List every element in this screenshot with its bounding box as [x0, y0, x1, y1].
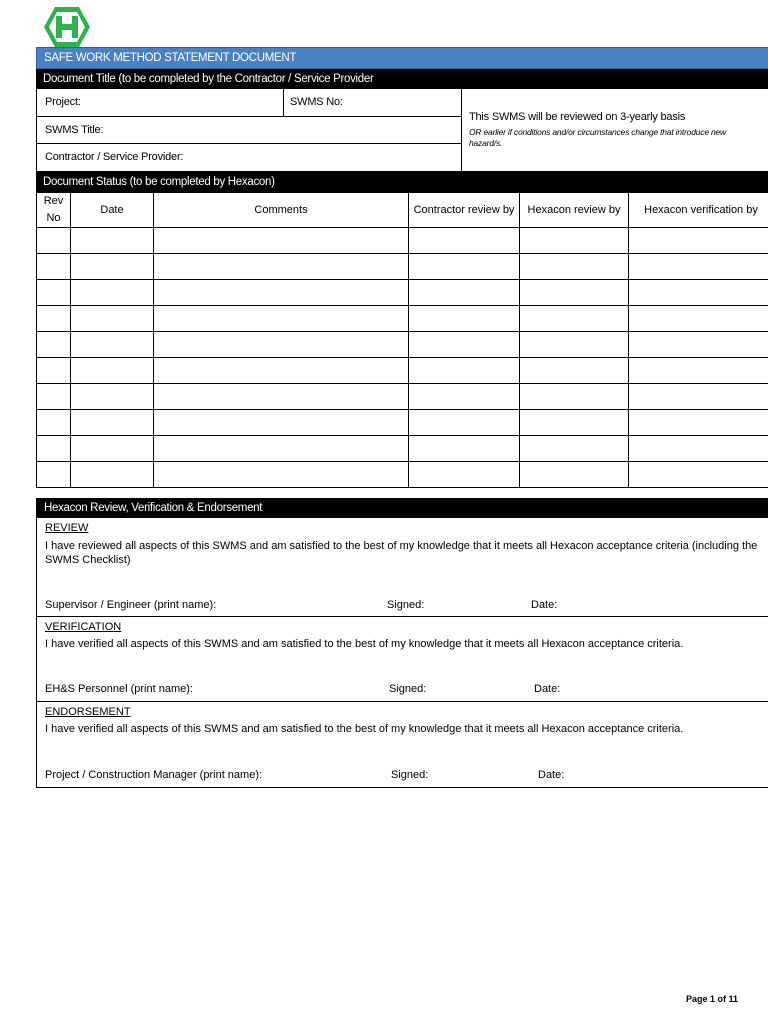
verification-text: I have verified all aspects of this SWMS and am satisfied to the best of my knowledge that it meets all Hexacon acceptance criteria. [45, 638, 684, 650]
table-cell[interactable] [37, 410, 71, 436]
hexacon-logo-icon [43, 6, 91, 48]
endorsement-heading: ENDORSEMENT [45, 706, 131, 718]
verification-heading: VERIFICATION [45, 621, 122, 633]
review-heading: REVIEW [45, 522, 89, 534]
verification-date-label: Date: [534, 683, 561, 695]
table-cell[interactable] [409, 358, 520, 384]
table-cell[interactable] [154, 280, 409, 306]
col-comments: Comments [154, 193, 409, 228]
table-cell[interactable] [629, 436, 768, 462]
table-row [37, 358, 768, 384]
table-cell[interactable] [629, 462, 768, 488]
table-cell[interactable] [409, 228, 520, 254]
table-cell[interactable] [520, 462, 629, 488]
table-cell[interactable] [409, 332, 520, 358]
table-cell[interactable] [409, 280, 520, 306]
review-verification-section [36, 498, 768, 788]
table-cell[interactable] [154, 254, 409, 280]
verification-signed-label: Signed: [389, 683, 427, 695]
table-cell[interactable] [520, 358, 629, 384]
col-contractor-review: Contractor review by [409, 193, 520, 228]
table-cell[interactable] [37, 332, 71, 358]
contractor-label: Contractor / Service Provider: [45, 151, 184, 163]
table-cell[interactable] [71, 358, 154, 384]
table-cell[interactable] [409, 254, 520, 280]
table-row [37, 280, 768, 306]
endorsement-date-label: Date: [538, 769, 565, 781]
table-cell[interactable] [37, 306, 71, 332]
document-status-table [36, 192, 768, 488]
table-cell[interactable] [409, 436, 520, 462]
table-cell[interactable] [37, 228, 71, 254]
table-cell[interactable] [409, 410, 520, 436]
table-row [37, 254, 768, 280]
col-hexacon-review: Hexacon review by [520, 193, 629, 228]
table-cell[interactable] [37, 436, 71, 462]
status-header: Document Status (to be completed by Hexacon) [36, 172, 768, 192]
table-cell[interactable] [629, 384, 768, 410]
table-cell[interactable] [629, 280, 768, 306]
table-cell[interactable] [154, 436, 409, 462]
table-cell[interactable] [629, 254, 768, 280]
table-cell[interactable] [629, 306, 768, 332]
endorsement-block [37, 702, 768, 787]
review-note: This SWMS will be reviewed on 3-yearly basis [469, 111, 686, 123]
col-rev-no: Rev No [37, 193, 71, 228]
table-cell[interactable] [37, 384, 71, 410]
table-cell[interactable] [71, 436, 154, 462]
manager-name-label: Project / Construction Manager (print name): [45, 769, 263, 781]
table-cell[interactable] [520, 254, 629, 280]
table-cell[interactable] [629, 358, 768, 384]
endorsement-text: I have verified all aspects of this SWMS and am satisfied to the best of my knowledge that it meets all Hexacon acceptance criteria. [45, 723, 684, 735]
table-cell[interactable] [520, 410, 629, 436]
endorsement-signed-label: Signed: [391, 769, 429, 781]
project-info-block [36, 89, 768, 172]
table-cell[interactable] [520, 384, 629, 410]
review-section-header: Hexacon Review, Verification & Endorsement [37, 498, 768, 518]
table-row [37, 410, 768, 436]
swms-form [36, 47, 768, 488]
table-cell[interactable] [71, 306, 154, 332]
table-cell[interactable] [520, 436, 629, 462]
table-cell[interactable] [71, 254, 154, 280]
table-row [37, 384, 768, 410]
table-cell[interactable] [409, 384, 520, 410]
table-cell[interactable] [71, 462, 154, 488]
table-cell[interactable] [409, 462, 520, 488]
review-date-label: Date: [531, 599, 558, 611]
review-note-italic: OR earlier if conditions and/or circumstances change that introduce new hazard/s. [469, 127, 726, 148]
table-cell[interactable] [520, 280, 629, 306]
table-cell[interactable] [37, 254, 71, 280]
table-cell[interactable] [154, 462, 409, 488]
project-label: Project: [45, 96, 81, 108]
col-hexacon-verification: Hexacon verification by [629, 193, 768, 228]
table-cell[interactable] [629, 332, 768, 358]
review-signed-label: Signed: [387, 599, 425, 611]
table-row [37, 332, 768, 358]
page-number: Page 1 of 11 [685, 994, 738, 1004]
table-cell[interactable] [37, 358, 71, 384]
table-cell[interactable] [154, 410, 409, 436]
col-date: Date [71, 193, 154, 228]
table-cell[interactable] [37, 462, 71, 488]
table-cell[interactable] [71, 280, 154, 306]
table-row [37, 462, 768, 488]
swms-no-label: SWMS No: [290, 96, 343, 108]
table-cell[interactable] [520, 332, 629, 358]
verification-block [37, 617, 768, 702]
table-cell[interactable] [154, 332, 409, 358]
swms-title-label: SWMS Title: [45, 124, 104, 136]
ehs-name-label: EH&S Personnel (print name): [45, 683, 193, 695]
table-cell[interactable] [37, 280, 71, 306]
document-title-bar: SAFE WORK METHOD STATEMENT DOCUMENT [36, 47, 768, 69]
table-cell[interactable] [520, 306, 629, 332]
table-cell[interactable] [520, 228, 629, 254]
table-cell[interactable] [71, 384, 154, 410]
table-cell[interactable] [409, 306, 520, 332]
table-cell[interactable] [154, 384, 409, 410]
table-cell[interactable] [154, 306, 409, 332]
table-cell[interactable] [154, 358, 409, 384]
supervisor-name-label: Supervisor / Engineer (print name): [45, 599, 217, 611]
table-cell[interactable] [71, 228, 154, 254]
review-block [37, 518, 768, 617]
table-cell[interactable] [629, 410, 768, 436]
table-cell[interactable] [71, 410, 154, 436]
table-cell[interactable] [629, 228, 768, 254]
table-row [37, 436, 768, 462]
table-row [37, 306, 768, 332]
table-cell[interactable] [154, 228, 409, 254]
table-row [37, 228, 768, 254]
table-cell[interactable] [71, 332, 154, 358]
review-text: I have reviewed all aspects of this SWMS and am satisfied to the best of my knowledge that it meets all Hexacon acceptance criteria (including the SWMS Checklist) [45, 540, 758, 566]
section1-header: Document Title (to be completed by the Contractor / Service Provider [36, 69, 768, 89]
